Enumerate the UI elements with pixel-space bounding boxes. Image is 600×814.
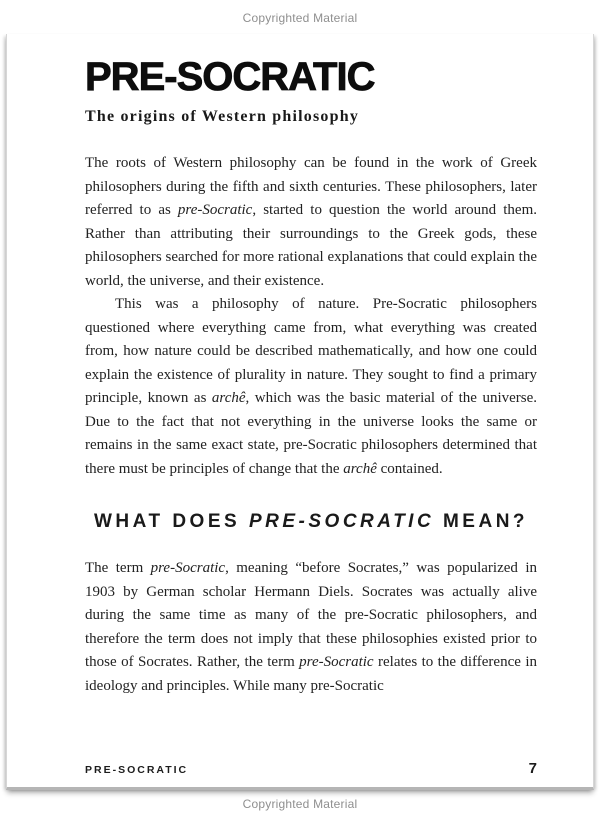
- page-number: 7: [528, 760, 537, 777]
- chapter-subtitle: The origins of Western philosophy: [85, 108, 360, 125]
- section-paragraph-1: The term pre-Socratic, meaning “before Socrates,” was popularized in 1903 by German scholar Hermann Diels. Socrates was actually alive during the same time as many of the pre-Socratic philosophers, and therefore the term does not imply that these philosophies existed prior to those of Socrates. Rather, the term pre-Socratic relates to the difference in ideology and principles. While many pre-Socratic: [85, 560, 537, 694]
- chapter-title: PRE-SOCRATIC: [85, 55, 375, 99]
- running-footer-title: PRE-SOCRATIC: [85, 764, 189, 776]
- copyright-notice-bottom: Copyrighted Material: [242, 797, 358, 811]
- page-content: [7, 34, 593, 698]
- page-footer: [85, 760, 537, 777]
- intro-paragraph-1: The roots of Western philosophy can be found in the work of Greek philosophers during the fifth and sixth centuries. These philosophers, later referred to as pre-Socratic, started to question the world around them. Rather than attributing their surroundings to the Greek gods, these philosophers searched for more rational explanations that could explain the world, the universe, and their existence.: [85, 155, 537, 289]
- intro-paragraph-2: This was a philosophy of nature. Pre-Socratic philosophers questioned where everything came from, what everything was created from, how nature could be described mathematically, and how one could explain the existence of plurality in nature. They sought to find a primary principle, known as archê, which was the basic material of the universe. Due to the fact that not everything in the universe looks the same or remains in the same exact state, pre-Socratic philosophers determined that there must be principles of change that the archê contained.: [85, 296, 538, 477]
- section-heading: WHAT DOES PRE-SOCRATIC MEAN?: [93, 511, 529, 532]
- page-sheet: [6, 34, 594, 790]
- copyright-notice-top: Copyrighted Material: [242, 11, 358, 25]
